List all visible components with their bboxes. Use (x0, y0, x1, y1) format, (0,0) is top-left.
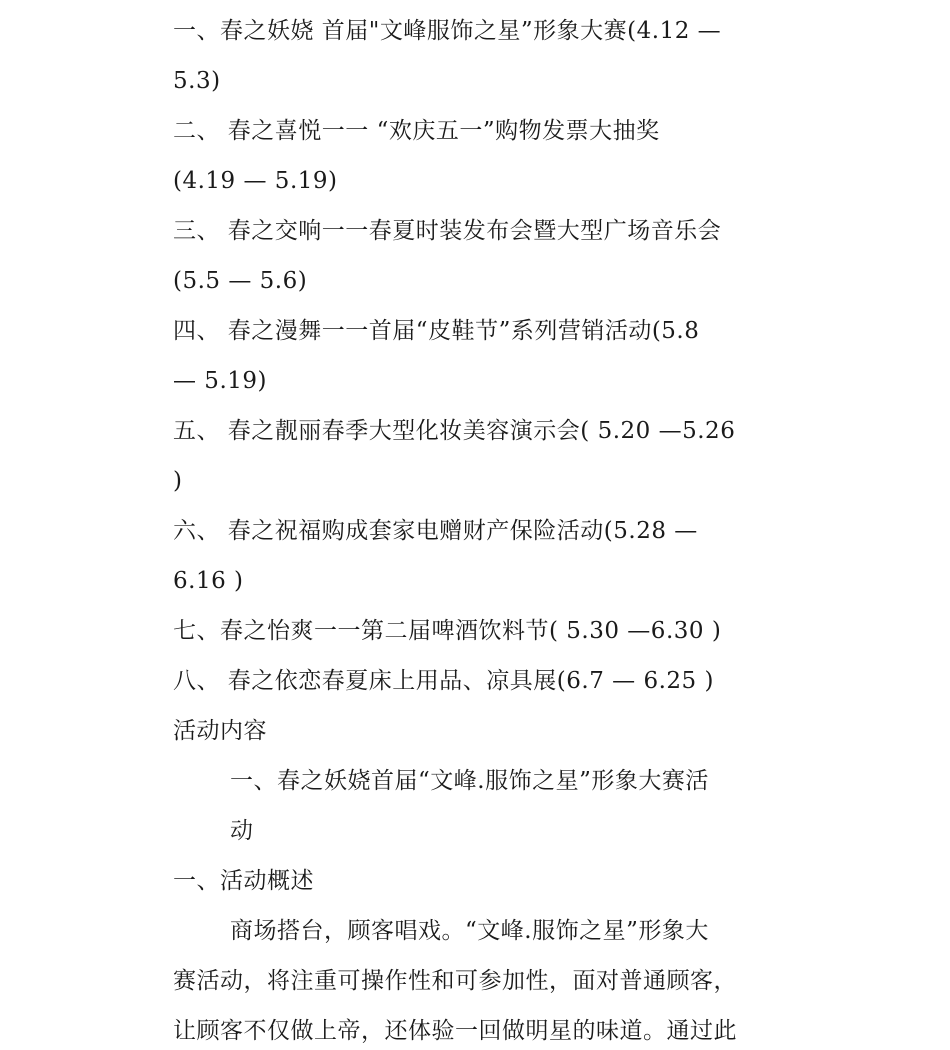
program-item-4-line-2: — 5.19) (173, 368, 267, 394)
program-item-6-line-1: 六、 春之祝福购成套家电赠财产保险活动(5.28 — (173, 518, 698, 544)
program-item-5-line-2: ) (173, 468, 183, 494)
program-item-2-line-1: 二、 春之喜悦一一 “欢庆五一”购物发票大抽奖 (173, 118, 660, 144)
program-item-1-line-2: 5.3) (173, 68, 221, 94)
paragraph-line-3: 让顾客不仅做上帝，还体验一回做明星的味道。通过此 (173, 1018, 737, 1044)
section-heading-activity-content: 活动内容 (173, 718, 267, 744)
paragraph-line-2: 赛活动，将注重可操作性和可参加性，面对普通顾客， (173, 968, 737, 994)
paragraph-line-1: 商场搭台，顾客唱戏。“文峰.服饰之星”形象大 (230, 918, 709, 944)
program-item-3-line-2: (5.5 — 5.6) (173, 268, 308, 294)
subheading-activity-overview: 一、活动概述 (173, 868, 314, 894)
program-item-6-line-2: 6.16 ) (173, 568, 244, 594)
program-item-1-line-1: 一、春之妖娆 首届"文峰服饰之星”形象大赛(4.12 — (173, 18, 722, 44)
program-item-3-line-1: 三、 春之交响一一春夏时装发布会暨大型广场音乐会 (173, 218, 722, 244)
program-item-8: 八、 春之依恋春夏床上用品、凉具展(6.7 — 6.25 ) (173, 668, 714, 694)
program-item-5-line-1: 五、 春之靓丽春季大型化妆美容演示会( 5.20 —5.26 (173, 418, 736, 444)
program-item-7: 七、春之怡爽一一第二届啤酒饮料节( 5.30 —6.30 ) (173, 618, 722, 644)
program-item-2-line-2: (4.19 — 5.19) (173, 168, 338, 194)
program-item-4-line-1: 四、 春之漫舞一一首届“皮鞋节”系列营销活动(5.8 (173, 318, 700, 344)
subsection-title-line-1: 一、春之妖娆首届“文峰.服饰之星”形象大赛活 (230, 768, 709, 794)
subsection-title-line-2: 动 (230, 818, 254, 844)
